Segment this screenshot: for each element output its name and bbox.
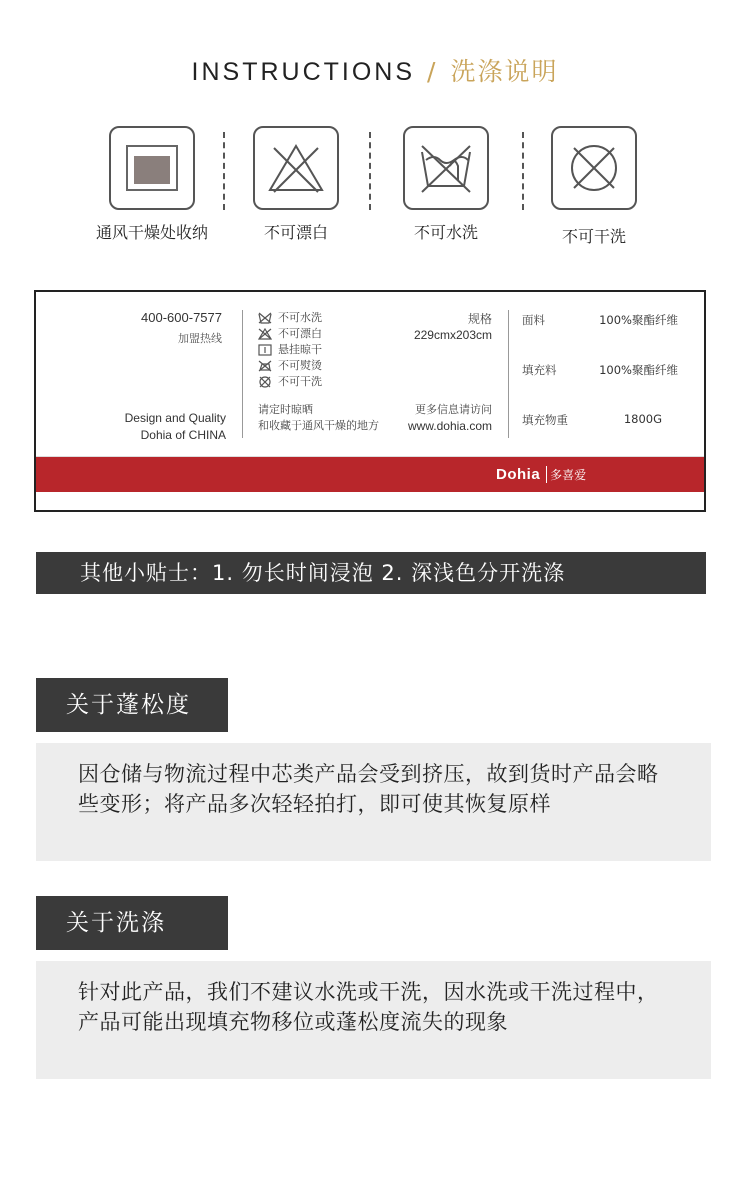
care-icon-label: 不可漂白 bbox=[263, 223, 328, 242]
product-label bbox=[34, 290, 706, 512]
section-title-fluffiness: 关于蓬松度 bbox=[36, 678, 228, 732]
care-icons-row bbox=[0, 124, 750, 254]
no-dry-clean-icon bbox=[258, 376, 272, 388]
section-body-fluffiness: 因仓储与物流过程中芯类产品会受到挤压，故到货时产品会略些变形；将产品多次轻轻拍打，即可使其恢复原样 bbox=[36, 743, 711, 861]
care-icon-item bbox=[366, 126, 526, 243]
spec-value: 229cmx203cm bbox=[413, 328, 492, 342]
no-bleach-icon bbox=[253, 126, 339, 210]
care-symbol-list bbox=[258, 310, 322, 390]
no-wash-icon bbox=[258, 312, 272, 324]
hang-dry-icon bbox=[258, 344, 272, 356]
website-link: www.dohia.com bbox=[407, 419, 492, 433]
title-separator: / bbox=[427, 57, 439, 86]
no-iron-icon bbox=[258, 360, 272, 372]
hotline-number: 400-600-7577 bbox=[141, 310, 222, 325]
care-icon-item bbox=[216, 126, 376, 243]
title-zh: 洗涤说明 bbox=[450, 57, 559, 86]
ventilated-dry-storage-icon bbox=[109, 126, 195, 210]
design-line-2: Dohia of CHINA bbox=[140, 428, 226, 442]
more-info: 更多信息请访问 www.dohia.com bbox=[386, 402, 492, 434]
care-row: 不可熨烫 bbox=[258, 358, 322, 374]
no-wash-icon bbox=[403, 126, 489, 210]
design-quality-text bbox=[76, 410, 226, 444]
storage-tip: 请定时晾晒 和收藏于通风干燥的地方 bbox=[258, 403, 379, 432]
brand-logo: Dohia 多喜爱 bbox=[496, 466, 587, 483]
material-row: 填充物重 1800G bbox=[522, 412, 662, 427]
care-row: 不可干洗 bbox=[258, 374, 322, 390]
care-row: 不可漂白 bbox=[258, 326, 322, 342]
tips-banner: 其他小贴士：1. 勿长时间浸泡 2. 深浅色分开洗涤 bbox=[36, 552, 706, 594]
care-icon-item bbox=[72, 126, 232, 243]
page-title bbox=[0, 52, 750, 88]
material-row: 面料 100%聚酯纤维 bbox=[522, 313, 678, 327]
title-en: INSTRUCTIONS bbox=[191, 58, 416, 86]
section-title-washing: 关于洗涤 bbox=[36, 896, 228, 950]
care-icon-label: 通风干燥处收纳 bbox=[95, 223, 208, 242]
care-icon-label: 不可干洗 bbox=[561, 227, 626, 246]
care-row: 不可水洗 bbox=[258, 310, 322, 326]
care-icon-item bbox=[514, 126, 674, 247]
no-dry-clean-icon bbox=[551, 126, 637, 210]
design-line-1: Design and Quality bbox=[124, 411, 226, 425]
care-row: 悬挂晾干 bbox=[258, 342, 322, 358]
hotline-label: 加盟热线 bbox=[178, 332, 222, 345]
divider bbox=[242, 310, 243, 438]
section-body-washing: 针对此产品，我们不建议水洗或干洗，因水洗或干洗过程中，产品可能出现填充物移位或蓬松度流失的现象 bbox=[36, 961, 711, 1079]
spec-title: 规格 bbox=[467, 312, 492, 326]
brand-bar bbox=[36, 456, 704, 492]
no-bleach-icon bbox=[258, 328, 272, 340]
material-row: 填充料 100%聚酯纤维 bbox=[522, 363, 678, 377]
care-icon-label: 不可水洗 bbox=[413, 223, 478, 242]
divider bbox=[508, 310, 509, 438]
